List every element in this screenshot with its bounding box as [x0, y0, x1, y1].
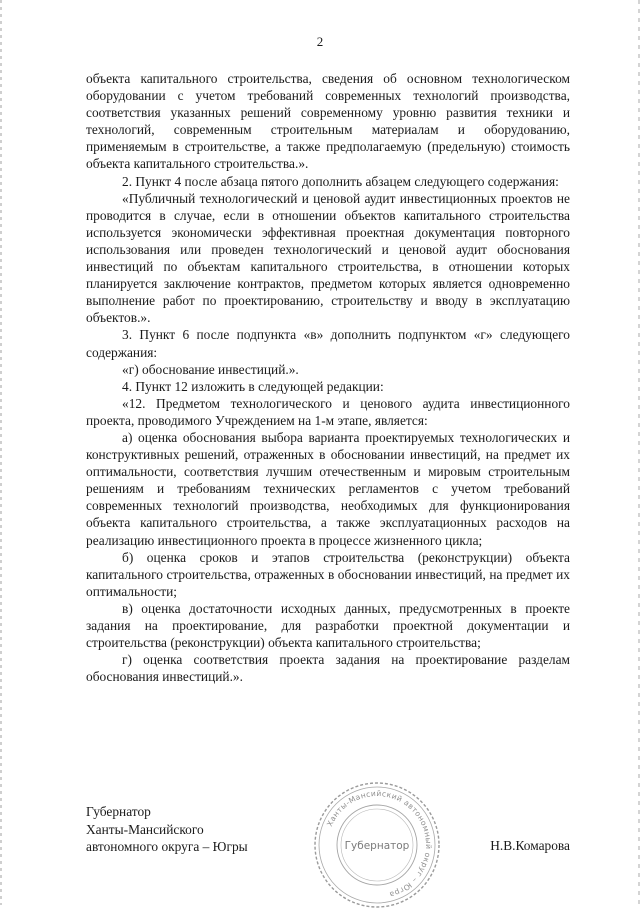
official-seal-stamp: [310, 778, 444, 912]
paragraph-item-2: 2. Пункт 4 после абзаца пятого дополнить абзацем следующего содержания:: [122, 173, 559, 189]
paragraph-continuation: объекта капитального строительства, сведения об основном технологическом оборудовании с учетом требований современных технологий производства, соответствия указанных решений современному уровню развития техники и технологий, современным строительным материалам и оборудованию, применяемым в строительстве, а также предполагаемую (предельную) стоимость объекта капитального строительства.».: [86, 71, 570, 172]
paragraph-subitem-a: а) оценка обоснования выбора варианта проектируемых технологических и конструктивных решений, отраженных в обосновании инвестиций, на предмет их оптимальности, соответствия лучшим отечественным и мировым строительным решениям и требованиям технических регламентов с учетом требований современных технологий производства, необходимых для функционирования объекта капитального строительства, а также эксплуатационных расходов на реализацию инвестиционного проекта в процессе жизненного цикла;: [86, 429, 570, 548]
document-body: [86, 70, 570, 685]
seal-center-text: Губернатор: [344, 840, 410, 852]
paragraph-subitem-b: б) оценка сроков и этапов строительства (реконструкции) объекта капитального строительства, отраженных в обосновании инвестиций, на предмет их оптимальности;: [86, 549, 570, 599]
signature-title: [86, 803, 248, 856]
signature-title-line-1: Губернатор: [86, 804, 151, 819]
paragraph-quote-audit: «Публичный технологический и ценовой аудит инвестиционных проектов не проводится в случае, если в отношении объектов капитального строительства используется экономически эффективная проектная документация повторного использования или проведен технологический и ценовой аудит обоснования инвестиций по объектам капитального строительства, в отношении которых планируется заключение контрактов, предметом которых является одновременно выполнение работ по проектированию, строительству и вводу в эксплуатацию объектов.».: [86, 190, 570, 326]
paragraph-subitem-g2: г) оценка соответствия проекта задания на проектирование разделам обоснования инвестиций.».: [86, 652, 570, 685]
scan-edge-left: [0, 0, 2, 905]
signature-title-line-3: автономного округа – Югры: [86, 839, 248, 854]
paragraph-item-3: 3. Пункт 6 после подпункта «в» дополнить подпунктом «г» следующего содержания:: [86, 327, 570, 360]
paragraph-subitem-v: в) оценка достаточности исходных данных, предусмотренных в проекте задания на проектирование, для разработки проектной документации и строительства (реконструкции) объекта капитального строительства;: [86, 600, 570, 651]
page-number: 2: [316, 34, 324, 49]
paragraph-item-4: 4. Пункт 12 изложить в следующей редакции:: [122, 378, 384, 394]
paragraph-subitem-g: «г) обоснование инвестиций.».: [122, 361, 299, 377]
signature-title-line-2: Ханты-Мансийского: [86, 821, 204, 837]
paragraph-item-12: «12. Предметом технологического и ценового аудита инвестиционного проекта, проводимого Учреждением на 1-м этапе, является:: [86, 395, 570, 428]
seal-ring-text: Ханты-Мансийский автономный округ – Югра: [325, 788, 434, 900]
signatory-name: Н.В.Комарова: [490, 838, 570, 853]
